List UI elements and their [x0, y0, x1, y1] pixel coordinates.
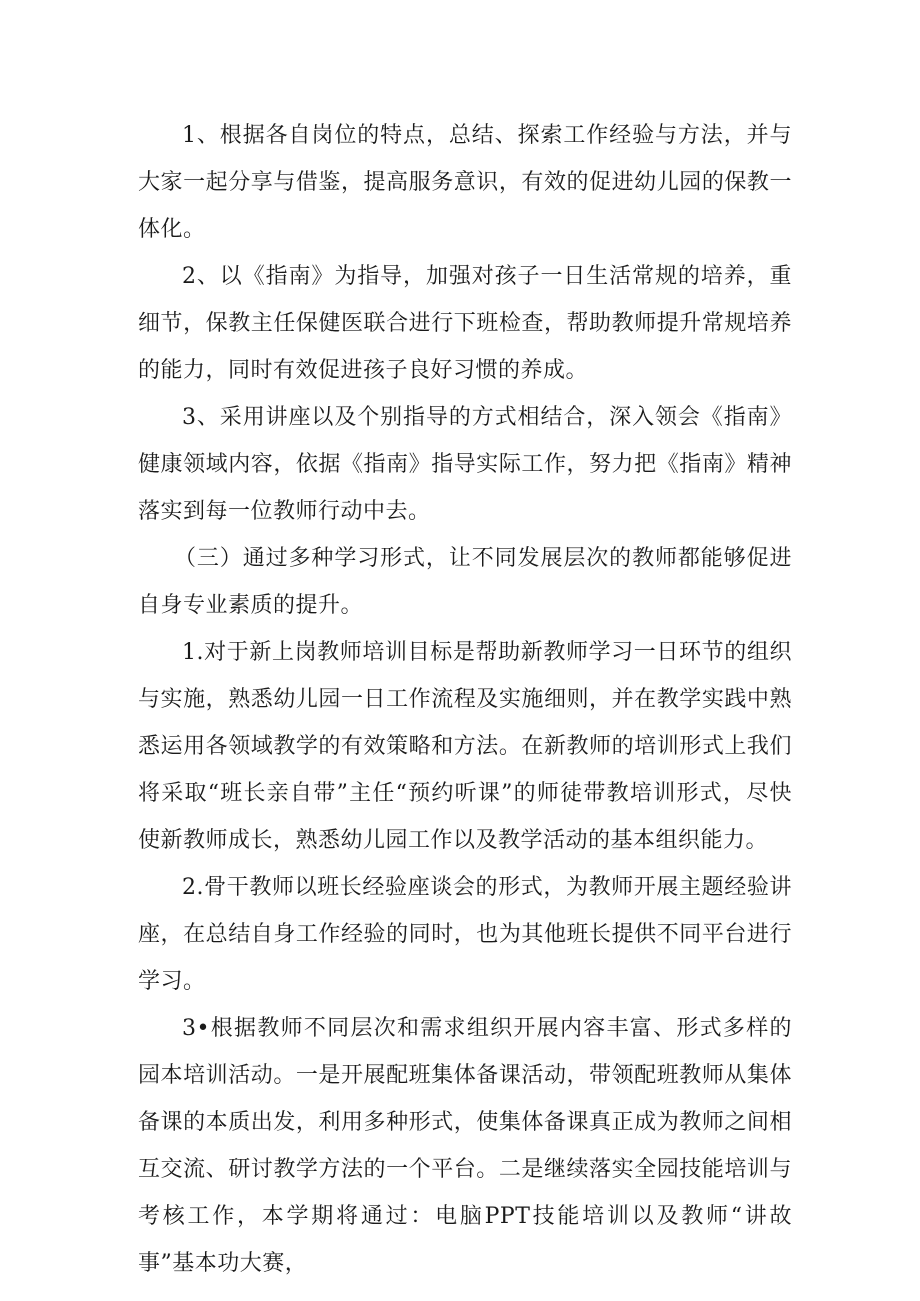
paragraph-3: 3、采用讲座以及个别指导的方式相结合，深入领会《指南》健康领域内容，依据《指南》指导实际工作，努力把《指南》精神落实到每一位教师行动中去。 [138, 405, 792, 524]
section-heading-3: （三）通过多种学习形式，让不同发展层次的教师都能够促进自身专业素质的提升。 [138, 546, 792, 618]
paragraph-new-teachers: 1.对于新上岗教师培训目标是帮助新教师学习一日环节的组织与实施，熟悉幼儿园一日工作流程及实施细则，并在教学实践中熟悉运用各领域教学的有效策略和方法。在新教师的培训形式上我们将采取“班长亲自带”主任“预约听课”的师徒带教培训形式，尽快使新教师成长，熟悉幼儿园工作以及教学活动的基本组织能力。 [138, 640, 792, 853]
paragraph-2: 2、以《指南》为指导，加强对孩子一日生活常规的培养，重细节，保教主任保健医联合进行下班检查，帮助教师提升常规培养的能力，同时有效促进孩子良好习惯的养成。 [138, 264, 792, 383]
paragraph-backbone-teachers: 2.骨干教师以班长经验座谈会的形式，为教师开展主题经验讲座，在总结自身工作经验的同时，也为其他班长提供不同平台进行学习。 [138, 875, 792, 994]
paragraph-1: 1、根据各自岗位的特点，总结、探索工作经验与方法，并与大家一起分享与借鉴，提高服务意识，有效的促进幼儿园的保教一体化。 [138, 123, 792, 242]
document-body [138, 112, 792, 1287]
paragraph-school-training: 3•根据教师不同层次和需求组织开展内容丰富、形式多样的园本培训活动。一是开展配班集体备课活动，带领配班教师从集体备课的本质出发，利用多种形式，使集体备课真正成为教师之间相互交流、研讨教学方法的一个平台。二是继续落实全园技能培训与考核工作，本学期将通过：电脑PPT技能培训以及教师“讲故事”基本功大赛， [138, 1016, 792, 1276]
